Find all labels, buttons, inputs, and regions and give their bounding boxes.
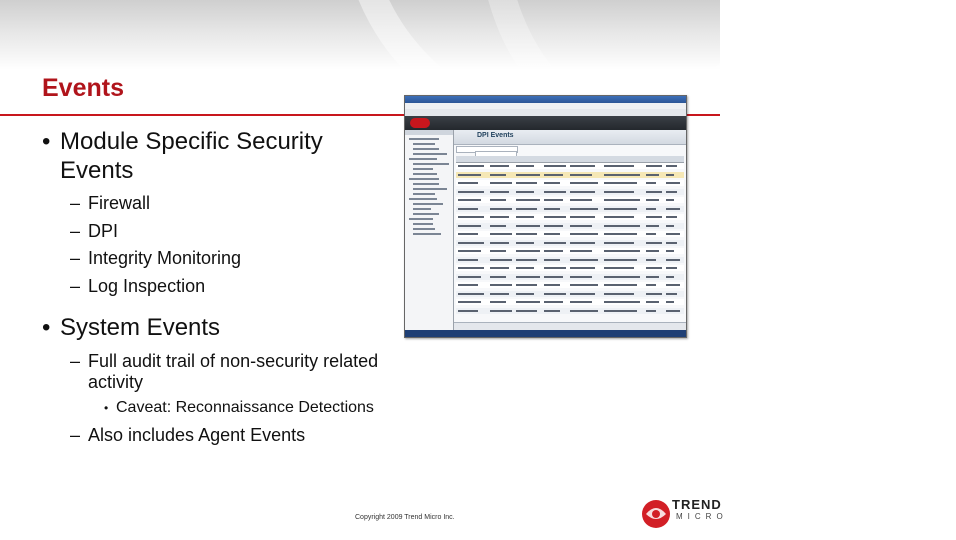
table-cell (646, 276, 659, 278)
table-cell (458, 191, 484, 193)
table-cell (604, 191, 634, 193)
table-cell (458, 301, 481, 303)
table-cell (646, 233, 656, 235)
table-cell (666, 250, 674, 252)
sidebar-tree-item (409, 178, 439, 180)
table-cell (490, 259, 512, 261)
sub-bullet-text: DPI (88, 221, 119, 241)
table-cell (516, 259, 537, 261)
sidebar-tree-item (413, 203, 443, 205)
table-cell (646, 242, 662, 244)
table-cell (516, 233, 537, 235)
table-cell (458, 259, 478, 261)
taskbar (405, 330, 686, 337)
sub-bullet-text-line-1: Full audit trail of non-security related (88, 351, 379, 371)
table-row (456, 163, 684, 169)
table-row (456, 274, 684, 280)
table-cell (516, 191, 534, 193)
table-cell (570, 276, 592, 278)
app-logo (410, 118, 430, 128)
table-cell (604, 199, 640, 201)
table-cell (544, 310, 560, 312)
table-cell (490, 250, 506, 252)
table-cell (490, 191, 509, 193)
table-cell (646, 259, 656, 261)
table-cell (458, 216, 484, 218)
table-row (456, 308, 684, 314)
table-cell (458, 310, 478, 312)
table-cell (544, 242, 566, 244)
table-cell (490, 182, 512, 184)
table-cell (516, 293, 534, 295)
sidebar-tree-item (413, 188, 447, 190)
table-cell (516, 208, 537, 210)
table-row (456, 299, 684, 305)
table-cell (516, 267, 534, 269)
panel-title: DPI Events (477, 132, 514, 139)
table-row (456, 282, 684, 288)
table-cell (570, 250, 592, 252)
table-cell (490, 242, 509, 244)
table-cell (544, 191, 566, 193)
table-row (456, 180, 684, 186)
table-row (456, 291, 684, 297)
table-cell (646, 267, 662, 269)
table-cell (666, 267, 677, 269)
sidebar-tree-item (413, 173, 437, 175)
table-cell (516, 216, 534, 218)
table-cell (570, 174, 592, 176)
table-cell (604, 267, 634, 269)
table-cell (604, 208, 637, 210)
table-cell (570, 267, 595, 269)
table-cell (490, 208, 512, 210)
table-cell (516, 174, 540, 176)
table-cell (516, 165, 534, 167)
table-cell (516, 182, 537, 184)
table-cell (544, 233, 560, 235)
sidebar-tree-item (413, 163, 449, 165)
table-cell (544, 208, 560, 210)
table-cell (604, 233, 637, 235)
table-cell (544, 250, 563, 252)
sidebar-tree-item (413, 213, 439, 215)
dash-glyph: – (70, 276, 81, 296)
sidebar-tree-item (409, 198, 437, 200)
table-cell (516, 310, 537, 312)
table-cell (490, 276, 506, 278)
table-cell (490, 267, 509, 269)
table-cell (516, 225, 540, 227)
table-cell (490, 165, 509, 167)
table-cell (458, 293, 484, 295)
table-cell (544, 301, 563, 303)
table-row (456, 206, 684, 212)
table-cell (570, 182, 598, 184)
table-cell (570, 208, 598, 210)
table-cell (646, 301, 659, 303)
table-row (456, 257, 684, 263)
table-cell (544, 225, 563, 227)
table-cell (646, 165, 662, 167)
table-cell (570, 225, 592, 227)
table-cell (570, 233, 598, 235)
sub-bullet-text: Log Inspection (88, 276, 206, 296)
bullet-glyph: • (104, 401, 109, 415)
table-cell (490, 233, 512, 235)
table-cell (490, 301, 506, 303)
sub-sub-bullet-text: Caveat: Reconnaissance Detections (116, 399, 374, 416)
sidebar-tree-item (413, 153, 447, 155)
table-cell (570, 301, 592, 303)
table-cell (604, 182, 637, 184)
table-cell (458, 174, 481, 176)
sub-bullet-text: Firewall (88, 193, 151, 213)
table-cell (604, 225, 640, 227)
bullet-glyph: • (42, 314, 51, 341)
table-cell (666, 225, 674, 227)
table-row (456, 223, 684, 229)
table-cell (666, 165, 677, 167)
table-cell (666, 276, 674, 278)
table-cell (490, 199, 506, 201)
table-cell (646, 208, 656, 210)
table-cell (604, 259, 637, 261)
table-cell (570, 199, 592, 201)
table-cell (544, 267, 566, 269)
sidebar-tree-item (413, 183, 439, 185)
table-row (456, 189, 684, 195)
table-cell (516, 250, 540, 252)
table-cell (458, 208, 478, 210)
table-cell (516, 276, 540, 278)
dpi-events-screenshot (404, 95, 687, 338)
table-cell (646, 199, 659, 201)
table-row (456, 248, 684, 254)
table-cell (458, 233, 478, 235)
table-cell (570, 284, 598, 286)
table-cell (570, 165, 595, 167)
table-cell (646, 216, 662, 218)
table-cell (666, 216, 677, 218)
table-cell (458, 225, 481, 227)
sidebar-tree-item (413, 223, 433, 225)
table-cell (516, 199, 540, 201)
dash-glyph: – (70, 221, 81, 241)
table-cell (666, 233, 680, 235)
table-cell (570, 310, 598, 312)
table-cell (570, 191, 595, 193)
table-row (456, 214, 684, 220)
table-cell (604, 301, 640, 303)
table-cell (516, 284, 537, 286)
table-cell (604, 310, 637, 312)
table-cell (666, 182, 680, 184)
table-cell (490, 174, 506, 176)
table-cell (646, 293, 662, 295)
window-titlebar (405, 96, 686, 103)
table-cell (604, 284, 637, 286)
table-cell (458, 182, 478, 184)
table-cell (666, 284, 680, 286)
sidebar-tree-item (409, 218, 433, 220)
table-cell (570, 242, 595, 244)
table-cell (516, 242, 534, 244)
bullet-text: System Events (60, 314, 221, 341)
dash-glyph: – (70, 248, 81, 268)
table-cell (458, 199, 481, 201)
table-cell (604, 250, 640, 252)
events-table-header (456, 156, 684, 163)
sidebar-tree-item (413, 168, 433, 170)
table-cell (544, 259, 560, 261)
table-cell (544, 165, 566, 167)
table-cell (458, 165, 484, 167)
dash-glyph: – (70, 193, 81, 213)
table-cell (666, 301, 674, 303)
sub-bullet-text-line-2: activity (88, 372, 144, 392)
bullet-glyph: • (42, 128, 51, 155)
sidebar-tree-item (413, 233, 441, 235)
table-cell (544, 199, 563, 201)
table-cell (544, 216, 566, 218)
table-cell (604, 174, 640, 176)
copyright-notice: Copyright 2009 Trend Micro Inc. (355, 514, 455, 521)
table-cell (666, 191, 677, 193)
table-row (456, 265, 684, 271)
logo-wordmark: TREND (672, 497, 722, 512)
table-cell (490, 225, 506, 227)
table-cell (458, 276, 481, 278)
table-cell (570, 259, 598, 261)
dash-glyph: – (70, 351, 81, 371)
table-cell (490, 310, 512, 312)
bullet-text-line-1: Module Specific Security (60, 128, 323, 155)
table-cell (646, 310, 656, 312)
table-cell (490, 216, 509, 218)
table-cell (458, 284, 478, 286)
table-cell (604, 165, 634, 167)
sidebar-tree-item (413, 208, 431, 210)
dash-glyph: – (70, 425, 81, 445)
table-cell (666, 174, 674, 176)
table-row (456, 231, 684, 237)
table-cell (458, 242, 484, 244)
table-cell (666, 242, 677, 244)
table-cell (570, 216, 595, 218)
table-cell (544, 293, 566, 295)
sidebar-tree-item (409, 158, 437, 160)
sidebar-tree-item (409, 138, 439, 140)
table-cell (544, 182, 560, 184)
sub-bullet-text: Integrity Monitoring (88, 248, 242, 268)
table-cell (604, 276, 640, 278)
table-cell (646, 174, 659, 176)
table-cell (570, 293, 595, 295)
table-cell (666, 208, 680, 210)
sidebar-tree-item (413, 143, 435, 145)
app-header (405, 116, 686, 130)
table-cell (646, 182, 656, 184)
sidebar-tree-item (413, 228, 435, 230)
table-cell (516, 301, 540, 303)
sidebar-header (405, 130, 453, 135)
table-cell (458, 250, 481, 252)
table-cell (646, 250, 659, 252)
table-cell (604, 242, 634, 244)
table-cell (646, 225, 659, 227)
table-row (456, 197, 684, 203)
table-cell (646, 191, 662, 193)
table-cell (490, 293, 509, 295)
table-cell (604, 216, 634, 218)
table-cell (666, 293, 677, 295)
table-cell (544, 284, 560, 286)
sidebar-tree-item (413, 148, 439, 150)
sub-bullet-text: Also includes Agent Events (88, 425, 306, 445)
table-cell (544, 276, 563, 278)
table-cell (604, 293, 634, 295)
sidebar-tree-item (413, 193, 435, 195)
table-cell (666, 199, 674, 201)
header-band (0, 0, 720, 70)
table-cell (666, 310, 680, 312)
table-cell (458, 267, 484, 269)
logo-wordmark-sub: MICRO (676, 512, 728, 521)
table-row (456, 172, 684, 178)
bullet-text-line-2: Events (60, 157, 134, 184)
table-cell (490, 284, 512, 286)
table-cell (544, 174, 563, 176)
table-cell (666, 259, 680, 261)
table-row (456, 240, 684, 246)
table-cell (646, 284, 656, 286)
slide-title: Events (42, 74, 124, 102)
